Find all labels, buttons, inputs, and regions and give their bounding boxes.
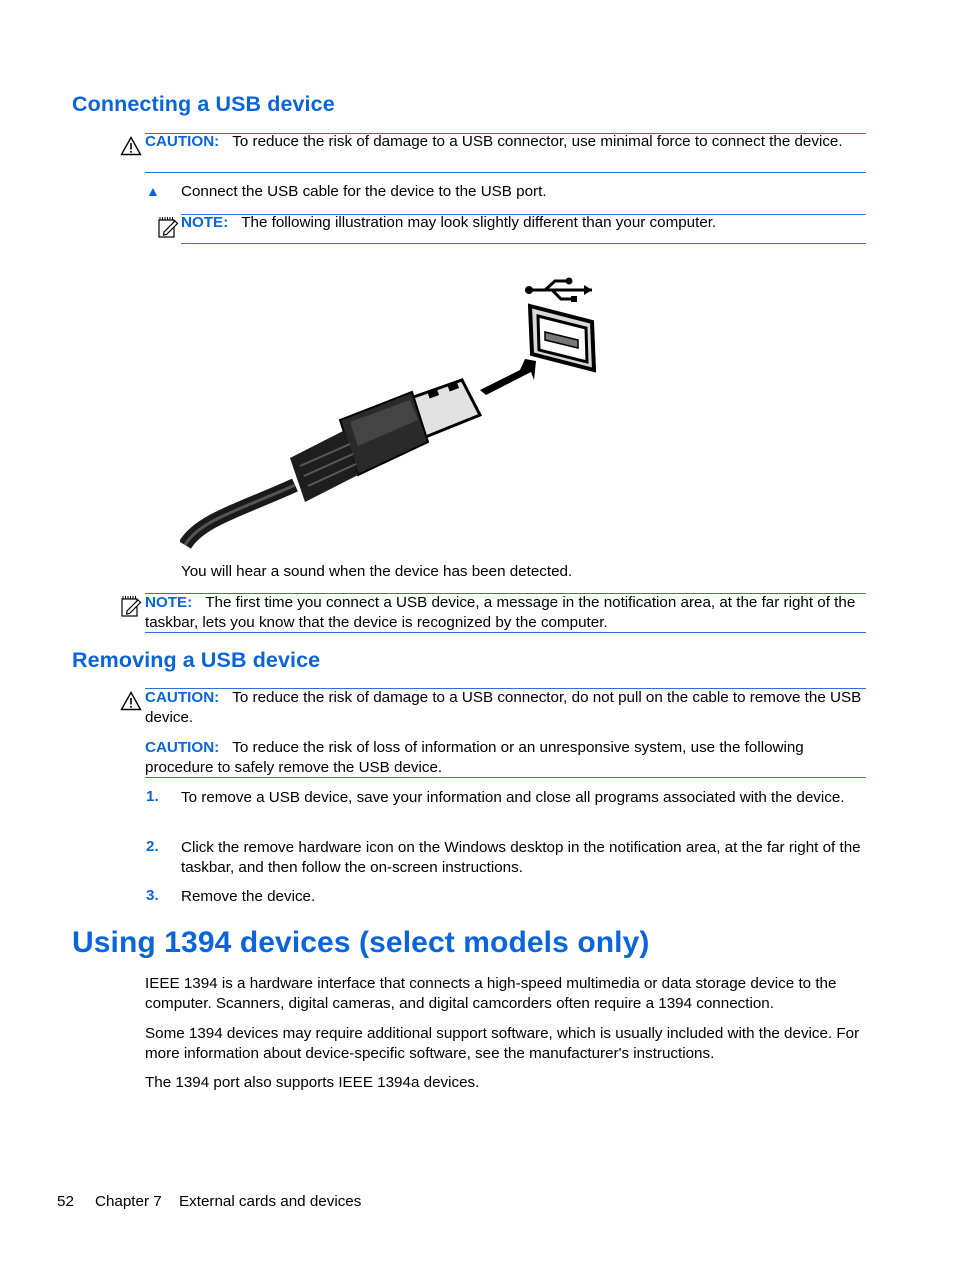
caution-text: To reduce the risk of damage to a USB connector, do not pull on the cable to remove the USB device. [145,689,862,726]
step-number: 2. [146,838,159,855]
usb-port [530,306,594,370]
footer-title: External cards and devices [179,1193,362,1210]
step-text: Remove the device. [181,888,316,905]
paragraph: IEEE 1394 is a hardware interface that connects a high-speed multimedia or data storage device to the computer. Scanners, digital cameras, and digital camcorders often require a 1394 connection. [145,975,837,1012]
note-illustration [181,213,861,233]
caution-triangle-icon [120,136,142,156]
paragraph: The 1394 port also supports IEEE 1394a devices. [145,1074,480,1091]
caution-label: CAUTION: [145,739,220,756]
step-number: 1. [146,788,159,805]
section-heading-removing: Removing a USB device [72,648,321,672]
usb-plug [185,380,480,545]
note-text: The following illustration may look slightly different than your computer. [241,214,717,231]
step-text: Click the remove hardware icon on the Windows desktop in the notification area, at the far right of the taskbar, and then follow the on-screen instructions. [181,839,861,876]
caution-bottom-rule [145,172,866,173]
note-first-time [145,593,865,632]
note-bottom-rule [181,243,866,244]
detected-text: You will hear a sound when the device has been detected. [181,563,573,580]
caution-label: CAUTION: [145,133,220,150]
note-pencil-icon [156,215,180,239]
caution-bottom-rule [145,777,866,778]
note-text: The first time you connect a USB device, a message in the notification area, at the far right of the taskbar, lets you know that the device is recognized by the computer. [145,594,856,631]
chapter-section-heading: Using 1394 devices (select models only) [72,926,650,959]
note-label: NOTE: [181,214,229,231]
note-label: NOTE: [145,594,193,611]
caution-text: To reduce the risk of loss of information or an unresponsive system, use the following procedure to safely remove the USB device. [145,739,804,776]
footer-chapter: Chapter 7 [95,1193,162,1210]
insert-arrow-icon [480,359,536,395]
caution-loss-info [145,738,865,777]
step-text: To remove a USB device, save your information and close all programs associated with the device. [181,789,845,806]
note2-bottom-rule [145,632,866,633]
caution-triangle-icon [120,691,142,711]
usb-symbol-icon [525,278,592,303]
usb-illustration [180,270,610,550]
caution-label: CAUTION: [145,689,220,706]
page-number: 52 [57,1193,74,1210]
note-pencil-icon [119,594,143,618]
caution-text: To reduce the risk of damage to a USB connector, use minimal force to connect the device. [232,133,843,150]
caution-connect [145,132,860,152]
caution-pull-cable [145,688,865,727]
step-number: 3. [146,887,159,904]
step-marker: ▲ [146,183,160,199]
paragraph: Some 1394 devices may require additional support software, which is usually included with the device. For more information about device-specific software, see the manufacturer's instructions. [145,1025,860,1062]
section-heading-connecting: Connecting a USB device [72,92,335,116]
step-text: Connect the USB cable for the device to the USB port. [181,183,547,200]
